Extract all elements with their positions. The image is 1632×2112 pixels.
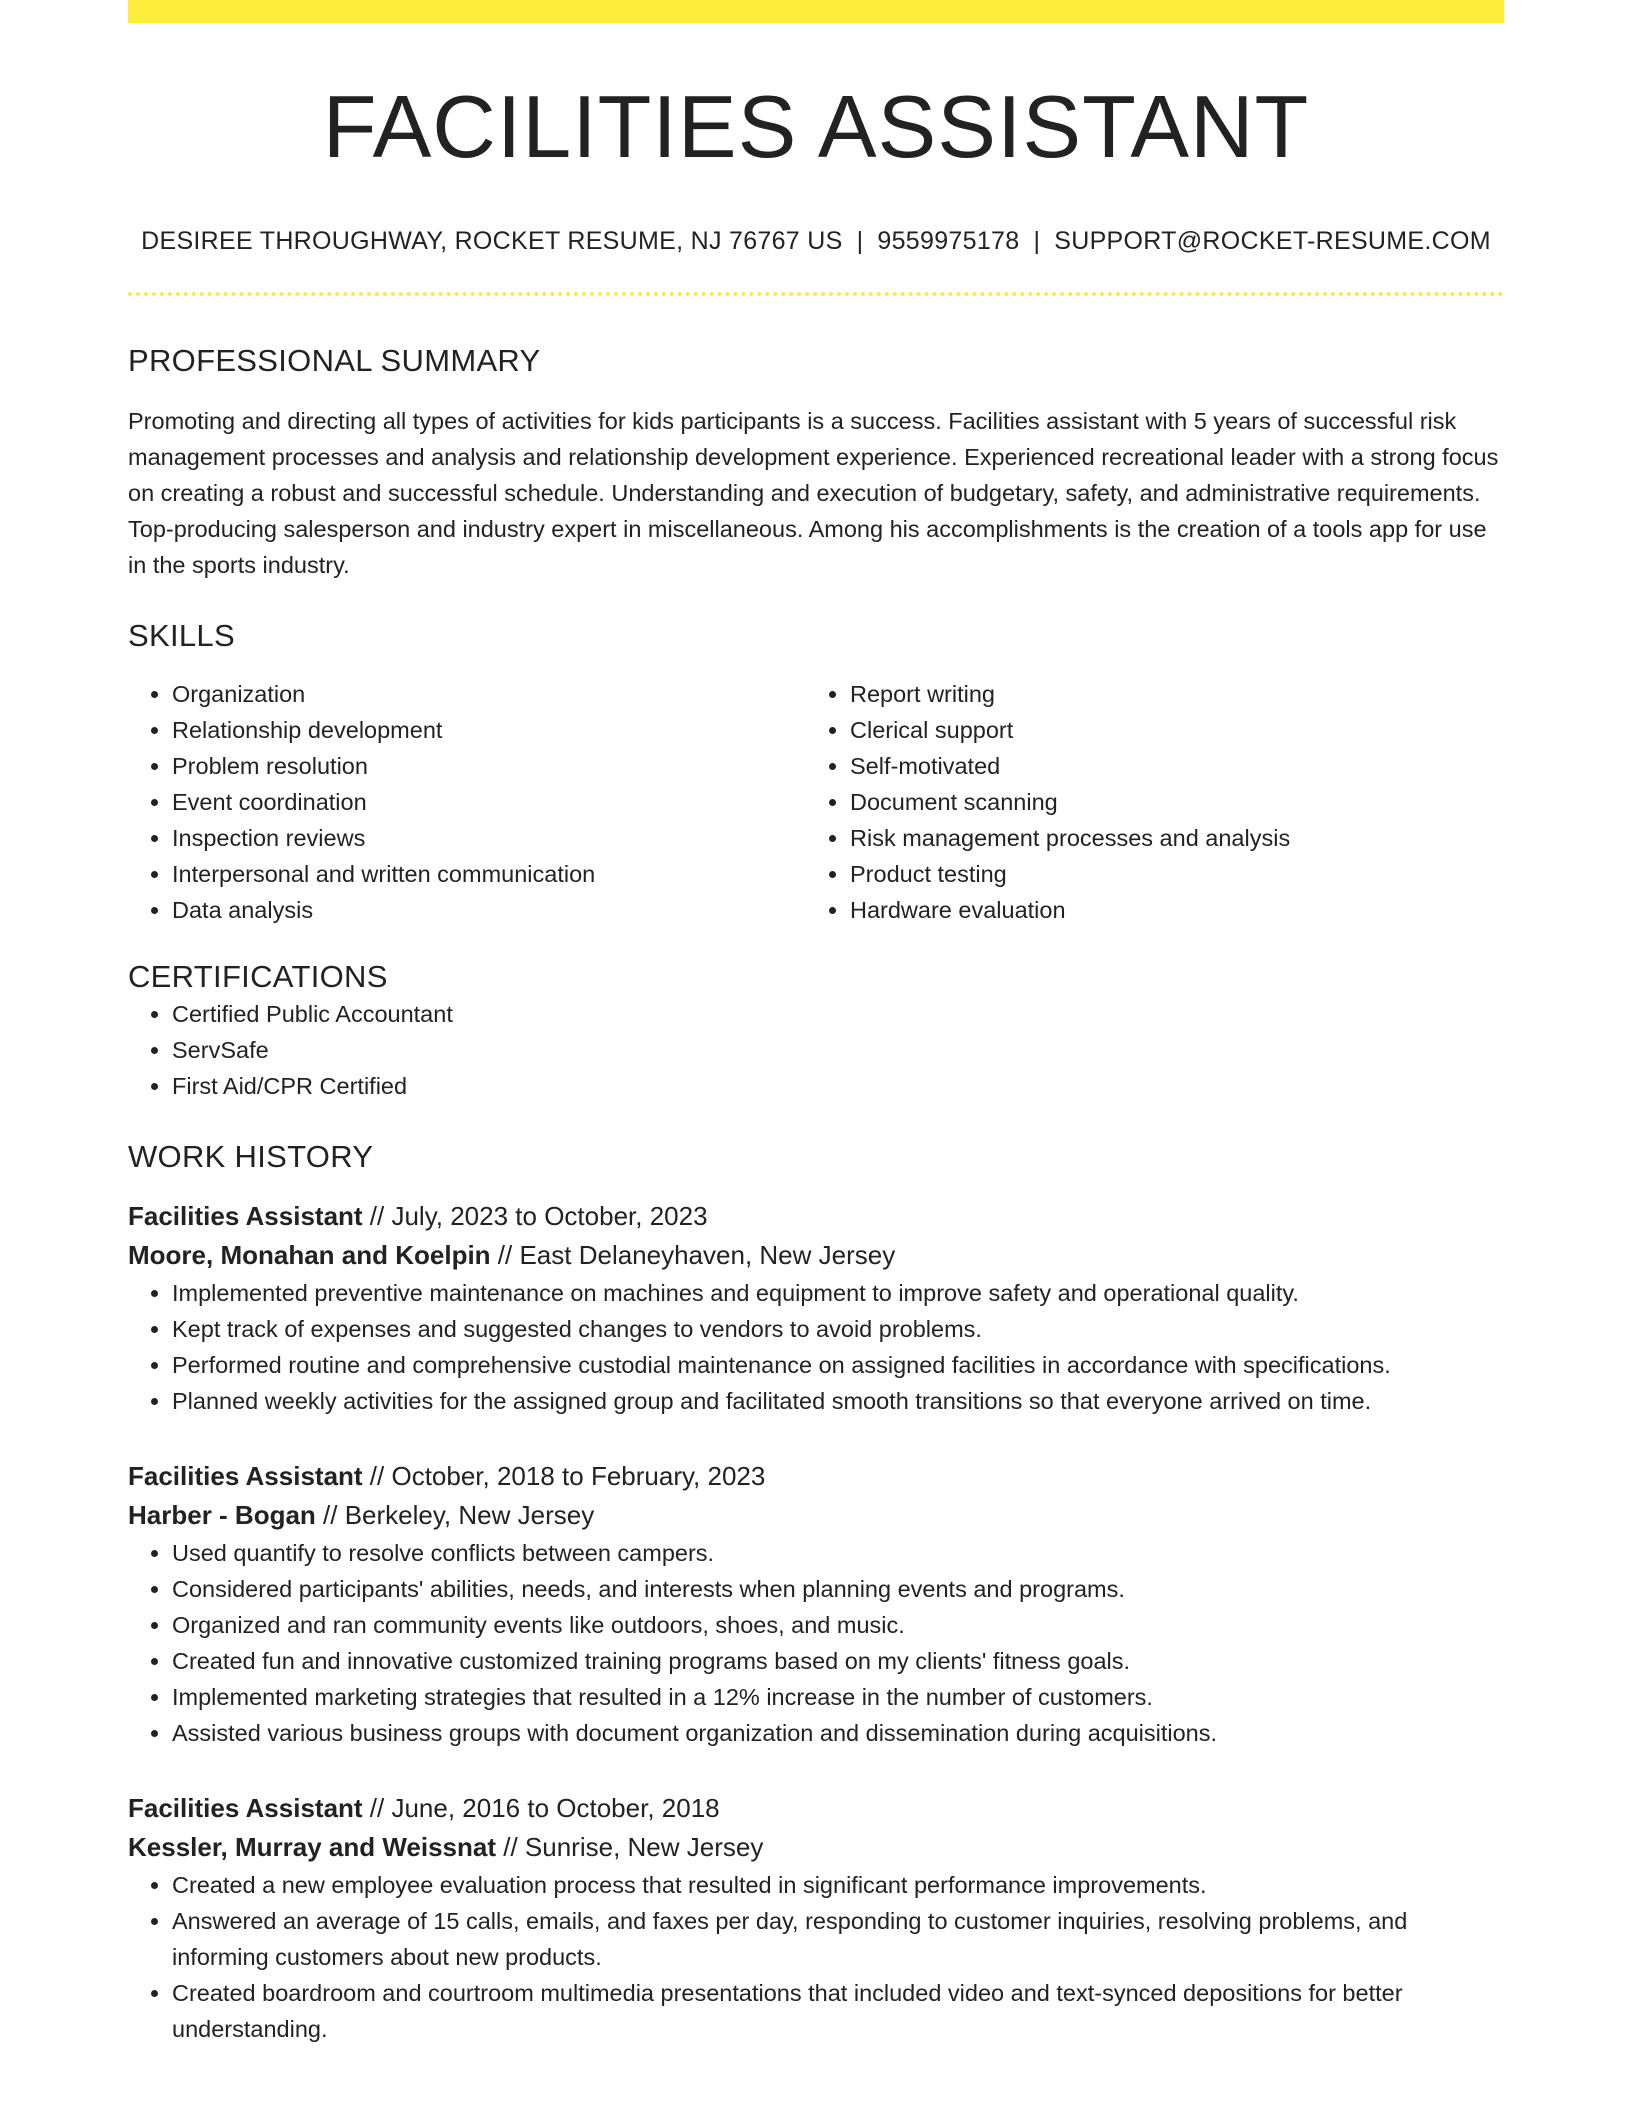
skill-item: • Document scanning	[850, 784, 1484, 820]
job-bullet: • Created a new employee evaluation process that resulted in significant performance improvements.	[172, 1867, 1504, 1903]
job-bullet: • Organized and ran community events like outdoors, shoes, and music.	[172, 1607, 1504, 1643]
skill-item: • Hardware evaluation	[850, 892, 1484, 928]
certifications-heading: CERTIFICATIONS	[128, 959, 388, 995]
summary-heading: PROFESSIONAL SUMMARY	[128, 343, 541, 378]
skills-left-column	[128, 676, 806, 928]
accent-top-bar	[128, 0, 1504, 23]
job-title-line	[128, 1457, 1504, 1496]
job-bullet: • Implemented preventive maintenance on machines and equipment to improve safety and operational quality.	[172, 1275, 1504, 1311]
skill-item: • Data analysis	[172, 892, 806, 928]
certifications-list	[128, 996, 1504, 1104]
job-bullets	[128, 1535, 1504, 1751]
certification-item: • First Aid/CPR Certified	[172, 1068, 1504, 1104]
job-dates: // July, 2023 to October, 2023	[362, 1200, 708, 1231]
job-bullets	[128, 1867, 1504, 2047]
contact-phone: 9559975178	[877, 227, 1020, 255]
job-bullet: • Kept track of expenses and suggested changes to vendors to avoid problems.	[172, 1311, 1504, 1347]
skills-heading: SKILLS	[128, 618, 235, 654]
contact-line	[128, 227, 1504, 256]
skill-item: • Self-motivated	[850, 748, 1484, 784]
certification-item: • Certified Public Accountant	[172, 996, 1504, 1032]
job-company-line	[128, 1496, 1504, 1535]
job-entry	[128, 1789, 1504, 2047]
job-title-line	[128, 1789, 1504, 1828]
contact-address: DESIREE THROUGHWAY, ROCKET RESUME, NJ 76767 US	[141, 227, 843, 255]
job-role: Facilities Assistant	[128, 1460, 363, 1491]
job-bullets	[128, 1275, 1504, 1419]
job-dates: // October, 2018 to February, 2023	[362, 1460, 766, 1491]
resume-title: FACILITIES ASSISTANT	[322, 77, 1310, 176]
certification-item: • ServSafe	[172, 1032, 1504, 1068]
skill-item: • Relationship development	[172, 712, 806, 748]
job-entry	[128, 1197, 1504, 1419]
skills-right-list	[806, 676, 1484, 928]
job-entry	[128, 1457, 1504, 1751]
skills-right-column	[806, 676, 1484, 928]
job-location: // Sunrise, New Jersey	[496, 1831, 764, 1862]
skill-item: • Event coordination	[172, 784, 806, 820]
skill-item: • Problem resolution	[172, 748, 806, 784]
skill-item: • Risk management processes and analysis	[850, 820, 1484, 856]
job-dates: // June, 2016 to October, 2018	[362, 1792, 720, 1823]
job-bullet: • Answered an average of 15 calls, emails, and faxes per day, responding to customer inquiries, resolving problems, and informing customers about new products.	[172, 1903, 1504, 1975]
job-bullet: • Used quantify to resolve conflicts between campers.	[172, 1535, 1504, 1571]
skills-columns	[128, 676, 1504, 928]
job-bullet: • Created boardroom and courtroom multimedia presentations that included video and text-synced depositions for better understanding.	[172, 1975, 1504, 2047]
job-company-line	[128, 1236, 1504, 1275]
dotted-divider	[128, 292, 1504, 296]
skill-item: • Interpersonal and written communication	[172, 856, 806, 892]
skill-item: • Product testing	[850, 856, 1484, 892]
job-company: Kessler, Murray and Weissnat	[128, 1831, 497, 1862]
summary-text: Promoting and directing all types of activities for kids participants is a success. Facilities assistant with 5 years of successful risk management processes and analysis and relationship development experience. Experienced recreational leader with a strong focus on creating a robust and successful schedule. Understanding and execution of budgetary, safety, and administrative requirements. Top-producing salesperson and industry expert in miscellaneous. Among his accomplishments is the creation of a tools app for use in the sports industry.	[128, 408, 1499, 579]
skills-left-list	[128, 676, 806, 928]
skill-item: • Inspection reviews	[172, 820, 806, 856]
resume-page	[128, 0, 1504, 2047]
job-bullet: • Created fun and innovative customized training programs based on my clients' fitness goals.	[172, 1643, 1504, 1679]
job-bullet: • Considered participants' abilities, needs, and interests when planning events and programs.	[172, 1571, 1504, 1607]
job-bullet: • Planned weekly activities for the assigned group and facilitated smooth transitions so that everyone arrived on time.	[172, 1383, 1504, 1419]
skill-item: • Clerical support	[850, 712, 1484, 748]
job-title-line	[128, 1197, 1504, 1236]
job-location: // Berkeley, New Jersey	[315, 1499, 595, 1530]
job-company: Moore, Monahan and Koelpin	[128, 1239, 491, 1270]
work-history-heading: WORK HISTORY	[128, 1138, 374, 1174]
job-company-line	[128, 1828, 1504, 1867]
job-location: // East Delaneyhaven, New Jersey	[490, 1239, 896, 1270]
contact-email: SUPPORT@ROCKET-RESUME.COM	[1054, 227, 1491, 255]
job-bullet: • Assisted various business groups with document organization and dissemination during acquisitions.	[172, 1715, 1504, 1751]
skill-item: • Organization	[172, 676, 806, 712]
job-role: Facilities Assistant	[128, 1792, 363, 1823]
job-company: Harber - Bogan	[128, 1499, 316, 1530]
contact-separator: |	[856, 227, 864, 255]
job-role: Facilities Assistant	[128, 1200, 363, 1231]
job-bullet: • Implemented marketing strategies that resulted in a 12% increase in the number of customers.	[172, 1679, 1504, 1715]
job-bullet: • Performed routine and comprehensive custodial maintenance on assigned facilities in accordance with specifications.	[172, 1347, 1504, 1383]
skill-item: • Report writing	[850, 676, 1484, 712]
contact-separator: |	[1033, 227, 1041, 255]
